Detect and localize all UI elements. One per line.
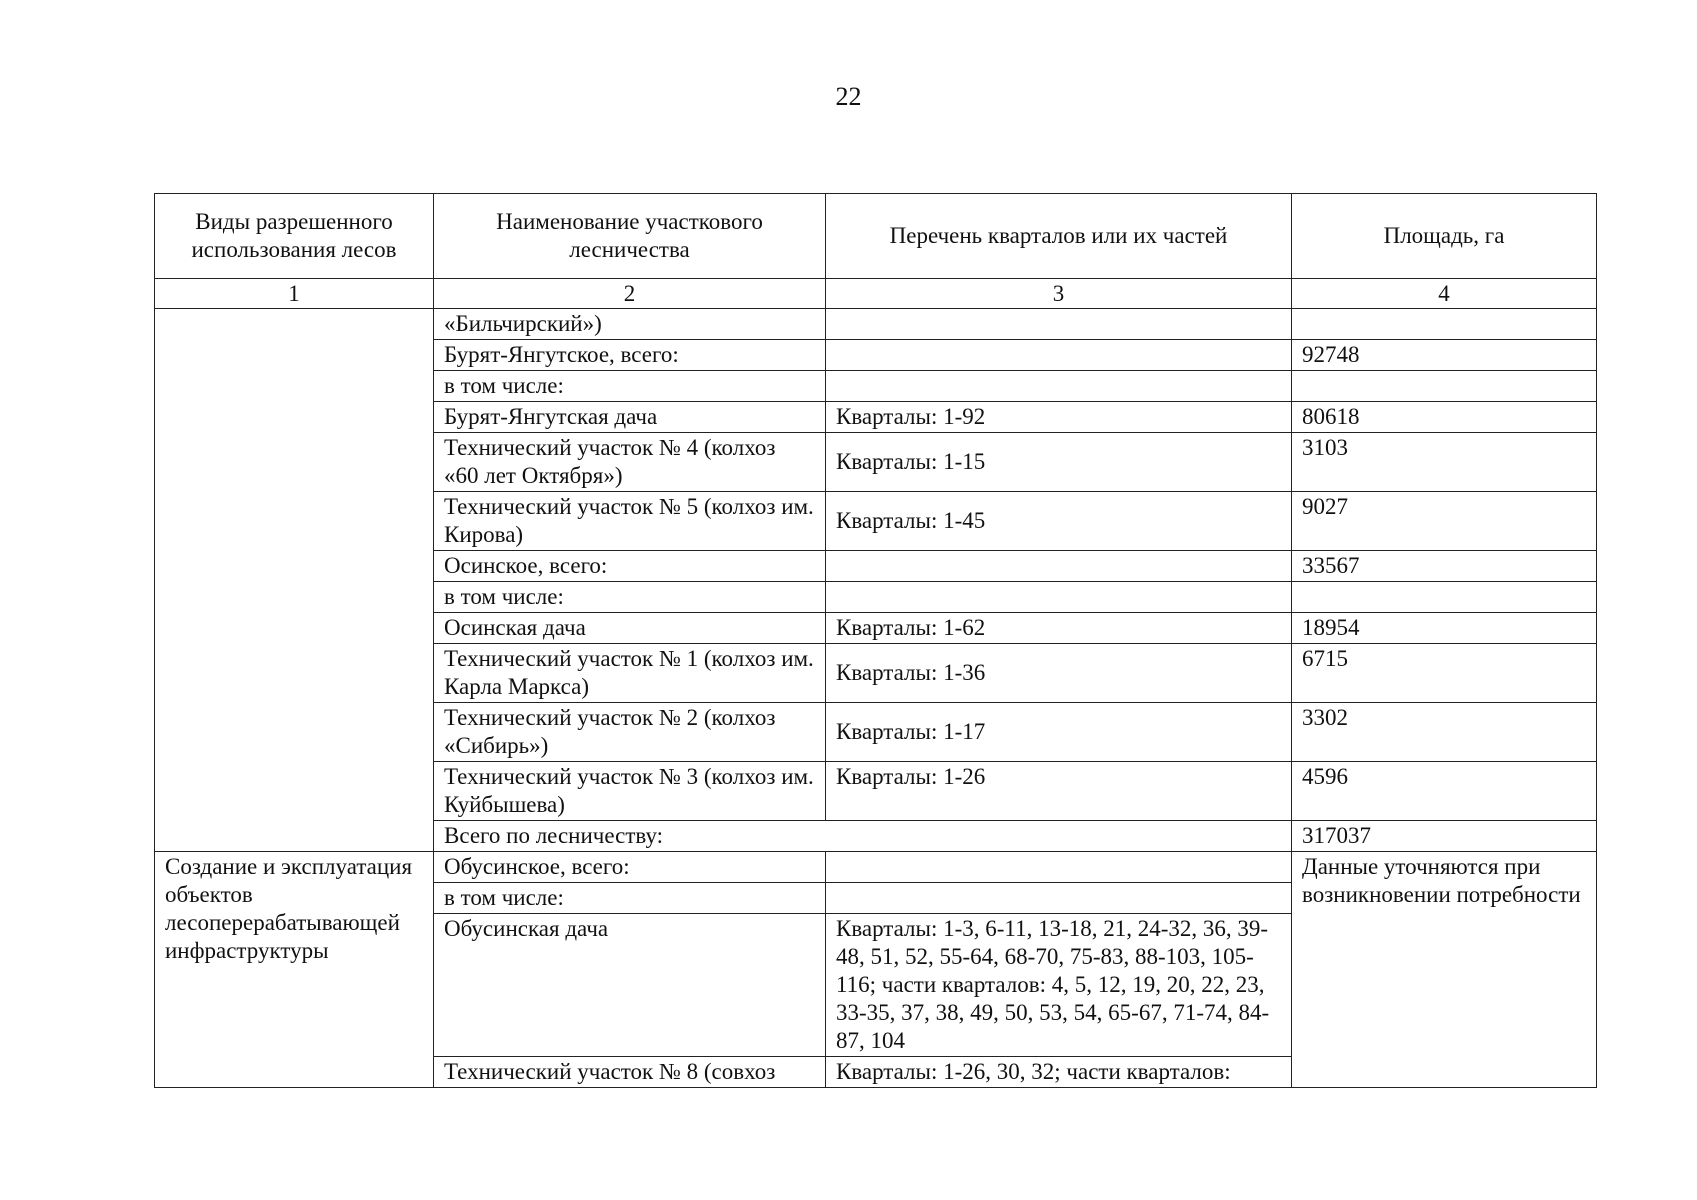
quarters-cell: Кварталы: 1-15 bbox=[826, 433, 1292, 492]
quarters-cell bbox=[826, 371, 1292, 402]
quarters-cell bbox=[826, 883, 1292, 914]
forestry-name-cell: Технический участок № 2 (колхоз «Сибирь») bbox=[434, 703, 826, 762]
quarters-cell: Кварталы: 1-92 bbox=[826, 402, 1292, 433]
forestry-name-cell: «Бильчирский») bbox=[434, 309, 826, 340]
forestry-name-cell: Технический участок № 8 (совхоз bbox=[434, 1057, 826, 1088]
area-cell: 6715 bbox=[1292, 644, 1597, 703]
forestry-name-cell: Обусинская дача bbox=[434, 914, 826, 1057]
use-type-cell: Создание и эксплуатация объектов лесоперерабатывающей инфраструктуры bbox=[155, 852, 434, 1088]
forestry-name-cell: Осинское, всего: bbox=[434, 551, 826, 582]
header-area: Площадь, га bbox=[1292, 194, 1597, 279]
quarters-cell bbox=[826, 340, 1292, 371]
table-row bbox=[155, 309, 1597, 340]
page-number: 22 bbox=[835, 82, 862, 111]
table-row bbox=[155, 852, 1597, 883]
area-cell: 80618 bbox=[1292, 402, 1597, 433]
total-label: Всего по лесничеству: bbox=[434, 821, 1292, 852]
area-cell: 33567 bbox=[1292, 551, 1597, 582]
forestry-name-cell: Осинская дача bbox=[434, 613, 826, 644]
area-note-cell: Данные уточняются при возникновении потребности bbox=[1292, 852, 1597, 1088]
quarters-cell bbox=[826, 582, 1292, 613]
forestry-name-cell: Бурят-Янгутское, всего: bbox=[434, 340, 826, 371]
column-number: 3 bbox=[826, 279, 1292, 309]
forestry-name-cell: Технический участок № 1 (колхоз им. Карла Маркса) bbox=[434, 644, 826, 703]
header-use-type: Виды разрешенного использования лесов bbox=[155, 194, 434, 279]
header-forestry-name: Наименование участкового лесничества bbox=[434, 194, 826, 279]
area-cell bbox=[1292, 582, 1597, 613]
area-cell: 18954 bbox=[1292, 613, 1597, 644]
forest-use-table bbox=[154, 193, 1597, 1088]
area-cell bbox=[1292, 371, 1597, 402]
quarters-cell: Кварталы: 1-26 bbox=[826, 762, 1292, 821]
forestry-name-cell: Обусинское, всего: bbox=[434, 852, 826, 883]
use-type-cell bbox=[155, 309, 434, 852]
quarters-cell: Кварталы: 1-3, 6-11, 13-18, 21, 24-32, 36, 39-48, 51, 52, 55-64, 68-70, 75-83, 88-103, 105-116; части кварталов: 4, 5, 12, 19, 20, 22, 23, 33-35, 37, 38, 49, 50, 53, 54, 65-67, 71-74, 84-87, 104 bbox=[826, 914, 1292, 1057]
column-number: 2 bbox=[434, 279, 826, 309]
forestry-name-cell: Технический участок № 3 (колхоз им. Куйбышева) bbox=[434, 762, 826, 821]
forestry-name-cell: в том числе: bbox=[434, 371, 826, 402]
area-cell: 3302 bbox=[1292, 703, 1597, 762]
forestry-name-cell: Технический участок № 5 (колхоз им. Кирова) bbox=[434, 492, 826, 551]
quarters-cell: Кварталы: 1-62 bbox=[826, 613, 1292, 644]
quarters-cell bbox=[826, 852, 1292, 883]
column-number-row bbox=[155, 279, 1597, 309]
forestry-name-cell: Технический участок № 4 (колхоз «60 лет Октября») bbox=[434, 433, 826, 492]
quarters-cell bbox=[826, 551, 1292, 582]
quarters-cell: Кварталы: 1-17 bbox=[826, 703, 1292, 762]
area-cell: 92748 bbox=[1292, 340, 1597, 371]
quarters-cell: Кварталы: 1-26, 30, 32; части кварталов: bbox=[826, 1057, 1292, 1088]
quarters-cell: Кварталы: 1-45 bbox=[826, 492, 1292, 551]
quarters-cell bbox=[826, 309, 1292, 340]
column-number: 4 bbox=[1292, 279, 1597, 309]
forestry-name-cell: Бурят-Янгутская дача bbox=[434, 402, 826, 433]
header-row bbox=[155, 194, 1597, 279]
header-quarters: Перечень кварталов или их частей bbox=[826, 194, 1292, 279]
forestry-name-cell: в том числе: bbox=[434, 582, 826, 613]
column-number: 1 bbox=[155, 279, 434, 309]
area-cell: 3103 bbox=[1292, 433, 1597, 492]
quarters-cell: Кварталы: 1-36 bbox=[826, 644, 1292, 703]
area-cell: 9027 bbox=[1292, 492, 1597, 551]
total-area: 317037 bbox=[1292, 821, 1597, 852]
area-cell bbox=[1292, 309, 1597, 340]
forestry-name-cell: в том числе: bbox=[434, 883, 826, 914]
area-cell: 4596 bbox=[1292, 762, 1597, 821]
